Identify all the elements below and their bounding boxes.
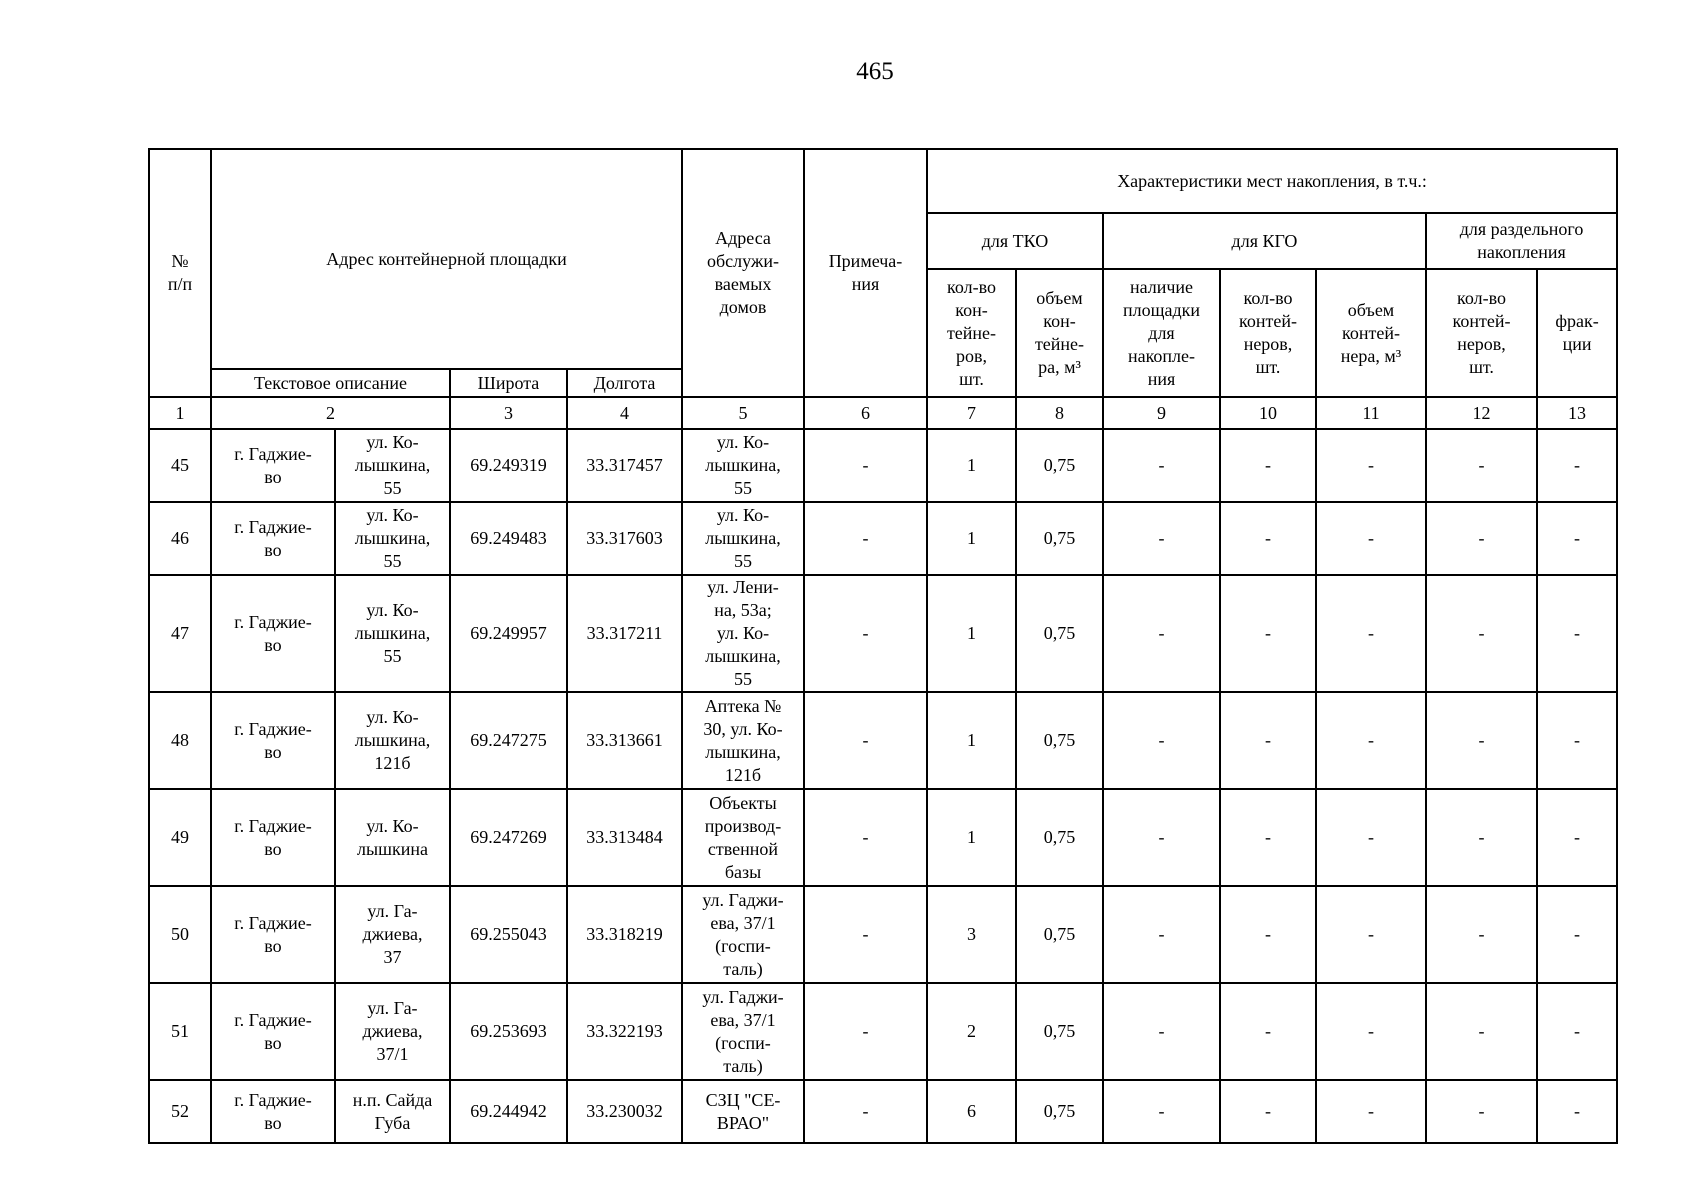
cell-street: ул. Ко- лышкина, 55: [335, 429, 450, 502]
cell-sep-fractions: -: [1537, 983, 1617, 1080]
cell-tko-volume: 0,75: [1016, 886, 1103, 983]
column-number: 5: [682, 397, 804, 429]
cell-lon: 33.230032: [567, 1080, 682, 1143]
column-number: 2: [211, 397, 450, 429]
cell-served: СЗЦ "СЕ- ВРАО": [682, 1080, 804, 1143]
header-kgo-volume: объем контей- нера, м³: [1316, 269, 1426, 397]
column-number: 7: [927, 397, 1016, 429]
cell-lat: 69.244942: [450, 1080, 567, 1143]
header-num: № п/п: [149, 149, 211, 397]
cell-lon: 33.318219: [567, 886, 682, 983]
cell-kgo-volume: -: [1316, 575, 1426, 692]
cell-tko-volume: 0,75: [1016, 575, 1103, 692]
cell-kgo-presence: -: [1103, 692, 1220, 789]
cell-tko-count: 1: [927, 692, 1016, 789]
column-number: 11: [1316, 397, 1426, 429]
table-row: [149, 1080, 1617, 1143]
cell-kgo-count: -: [1220, 983, 1316, 1080]
cell-kgo-count: -: [1220, 886, 1316, 983]
cell-sep-count: -: [1426, 692, 1537, 789]
cell-city: г. Гаджие- во: [211, 692, 335, 789]
cell-note: -: [804, 983, 927, 1080]
column-number: 9: [1103, 397, 1220, 429]
cell-kgo-presence: -: [1103, 1080, 1220, 1143]
cell-tko-volume: 0,75: [1016, 983, 1103, 1080]
cell-note: -: [804, 886, 927, 983]
cell-tko-count: 1: [927, 575, 1016, 692]
cell-kgo-presence: -: [1103, 502, 1220, 575]
cell-tko-count: 2: [927, 983, 1016, 1080]
header-longitude: Долгота: [567, 369, 682, 397]
cell-city: г. Гаджие- во: [211, 1080, 335, 1143]
cell-served: ул. Ко- лышкина, 55: [682, 502, 804, 575]
cell-street: н.п. Сайда Губа: [335, 1080, 450, 1143]
cell-num: 51: [149, 983, 211, 1080]
header-notes: Примеча- ния: [804, 149, 927, 397]
header-kgo-count: кол-во контей- неров, шт.: [1220, 269, 1316, 397]
cell-lon: 33.322193: [567, 983, 682, 1080]
cell-kgo-volume: -: [1316, 692, 1426, 789]
header-site-address: Адрес контейнерной площадки: [211, 149, 682, 369]
column-number: 6: [804, 397, 927, 429]
cell-city: г. Гаджие- во: [211, 502, 335, 575]
cell-tko-volume: 0,75: [1016, 692, 1103, 789]
cell-street: ул. Ко- лышкина, 121б: [335, 692, 450, 789]
cell-tko-volume: 0,75: [1016, 502, 1103, 575]
column-number: 10: [1220, 397, 1316, 429]
cell-kgo-volume: -: [1316, 886, 1426, 983]
cell-kgo-presence: -: [1103, 983, 1220, 1080]
cell-note: -: [804, 692, 927, 789]
cell-sep-count: -: [1426, 886, 1537, 983]
header-tko-count: кол-во кон- тейне- ров, шт.: [927, 269, 1016, 397]
column-number: 13: [1537, 397, 1617, 429]
cell-lon: 33.317457: [567, 429, 682, 502]
cell-city: г. Гаджие- во: [211, 983, 335, 1080]
cell-sep-count: -: [1426, 429, 1537, 502]
cell-city: г. Гаджие- во: [211, 575, 335, 692]
cell-num: 47: [149, 575, 211, 692]
cell-kgo-presence: -: [1103, 886, 1220, 983]
header-tko-volume: объем кон- тейне- ра, м³: [1016, 269, 1103, 397]
cell-tko-count: 1: [927, 789, 1016, 886]
cell-lat: 69.247269: [450, 789, 567, 886]
cell-note: -: [804, 429, 927, 502]
header-kgo-presence: наличие площадки для накопле- ния: [1103, 269, 1220, 397]
cell-kgo-volume: -: [1316, 983, 1426, 1080]
column-number: 12: [1426, 397, 1537, 429]
header-latitude: Широта: [450, 369, 567, 397]
cell-sep-fractions: -: [1537, 692, 1617, 789]
cell-kgo-count: -: [1220, 429, 1316, 502]
cell-city: г. Гаджие- во: [211, 886, 335, 983]
cell-kgo-count: -: [1220, 502, 1316, 575]
cell-served: ул. Ко- лышкина, 55: [682, 429, 804, 502]
cell-sep-count: -: [1426, 789, 1537, 886]
cell-kgo-presence: -: [1103, 575, 1220, 692]
cell-sep-fractions: -: [1537, 886, 1617, 983]
cell-kgo-presence: -: [1103, 789, 1220, 886]
cell-num: 52: [149, 1080, 211, 1143]
cell-street: ул. Ко- лышкина, 55: [335, 575, 450, 692]
cell-kgo-volume: -: [1316, 789, 1426, 886]
cell-kgo-count: -: [1220, 1080, 1316, 1143]
header-text-desc: Текстовое описание: [211, 369, 450, 397]
header-kgo: для КГО: [1103, 213, 1426, 269]
cell-lat: 69.255043: [450, 886, 567, 983]
cell-served: Аптека № 30, ул. Ко- лышкина, 121б: [682, 692, 804, 789]
cell-note: -: [804, 789, 927, 886]
cell-city: г. Гаджие- во: [211, 429, 335, 502]
column-number: 8: [1016, 397, 1103, 429]
header-tko: для ТКО: [927, 213, 1103, 269]
cell-lon: 33.313484: [567, 789, 682, 886]
cell-sep-fractions: -: [1537, 575, 1617, 692]
cell-lat: 69.249957: [450, 575, 567, 692]
cell-sep-fractions: -: [1537, 502, 1617, 575]
cell-served: Объекты производ- ственной базы: [682, 789, 804, 886]
cell-lon: 33.313661: [567, 692, 682, 789]
table-row: [149, 575, 1617, 692]
cell-num: 46: [149, 502, 211, 575]
containers-table: [148, 148, 1618, 1144]
cell-num: 45: [149, 429, 211, 502]
cell-kgo-count: -: [1220, 575, 1316, 692]
cell-num: 50: [149, 886, 211, 983]
table-body: [149, 429, 1617, 1143]
cell-served: ул. Гаджи- ева, 37/1 (госпи- таль): [682, 886, 804, 983]
table-row: [149, 886, 1617, 983]
cell-note: -: [804, 575, 927, 692]
cell-lat: 69.253693: [450, 983, 567, 1080]
header-characteristics: Характеристики мест накопления, в т.ч.:: [927, 149, 1617, 213]
header-separate: для раздельного накопления: [1426, 213, 1617, 269]
cell-sep-fractions: -: [1537, 1080, 1617, 1143]
cell-tko-count: 1: [927, 429, 1016, 502]
cell-street: ул. Ко- лышкина, 55: [335, 502, 450, 575]
cell-num: 49: [149, 789, 211, 886]
cell-tko-count: 3: [927, 886, 1016, 983]
cell-tko-count: 6: [927, 1080, 1016, 1143]
cell-tko-volume: 0,75: [1016, 1080, 1103, 1143]
column-number: 3: [450, 397, 567, 429]
table-row: [149, 983, 1617, 1080]
table-row: [149, 692, 1617, 789]
cell-kgo-count: -: [1220, 789, 1316, 886]
cell-note: -: [804, 1080, 927, 1143]
cell-served: ул. Гаджи- ева, 37/1 (госпи- таль): [682, 983, 804, 1080]
cell-lat: 69.249483: [450, 502, 567, 575]
cell-sep-count: -: [1426, 1080, 1537, 1143]
cell-street: ул. Га- джиева, 37/1: [335, 983, 450, 1080]
cell-kgo-volume: -: [1316, 429, 1426, 502]
cell-street: ул. Га- джиева, 37: [335, 886, 450, 983]
cell-lat: 69.249319: [450, 429, 567, 502]
cell-kgo-count: -: [1220, 692, 1316, 789]
cell-kgo-volume: -: [1316, 1080, 1426, 1143]
cell-note: -: [804, 502, 927, 575]
cell-street: ул. Ко- лышкина: [335, 789, 450, 886]
cell-sep-count: -: [1426, 502, 1537, 575]
cell-lon: 33.317211: [567, 575, 682, 692]
header-sep-fractions: фрак- ции: [1537, 269, 1617, 397]
header-sep-count: кол-во контей- неров, шт.: [1426, 269, 1537, 397]
cell-sep-fractions: -: [1537, 429, 1617, 502]
cell-kgo-volume: -: [1316, 502, 1426, 575]
cell-tko-volume: 0,75: [1016, 429, 1103, 502]
cell-tko-volume: 0,75: [1016, 789, 1103, 886]
table-row: [149, 789, 1617, 886]
cell-served: ул. Лени- на, 53а; ул. Ко- лышкина, 55: [682, 575, 804, 692]
cell-city: г. Гаджие- во: [211, 789, 335, 886]
page-number: 465: [856, 58, 894, 85]
cell-lat: 69.247275: [450, 692, 567, 789]
column-number: 4: [567, 397, 682, 429]
cell-lon: 33.317603: [567, 502, 682, 575]
cell-num: 48: [149, 692, 211, 789]
table-row: [149, 502, 1617, 575]
cell-sep-fractions: -: [1537, 789, 1617, 886]
cell-sep-count: -: [1426, 983, 1537, 1080]
cell-tko-count: 1: [927, 502, 1016, 575]
column-number: 1: [149, 397, 211, 429]
cell-sep-count: -: [1426, 575, 1537, 692]
cell-kgo-presence: -: [1103, 429, 1220, 502]
table-row: [149, 429, 1617, 502]
header-served-addresses: Адреса обслужи- ваемых домов: [682, 149, 804, 397]
